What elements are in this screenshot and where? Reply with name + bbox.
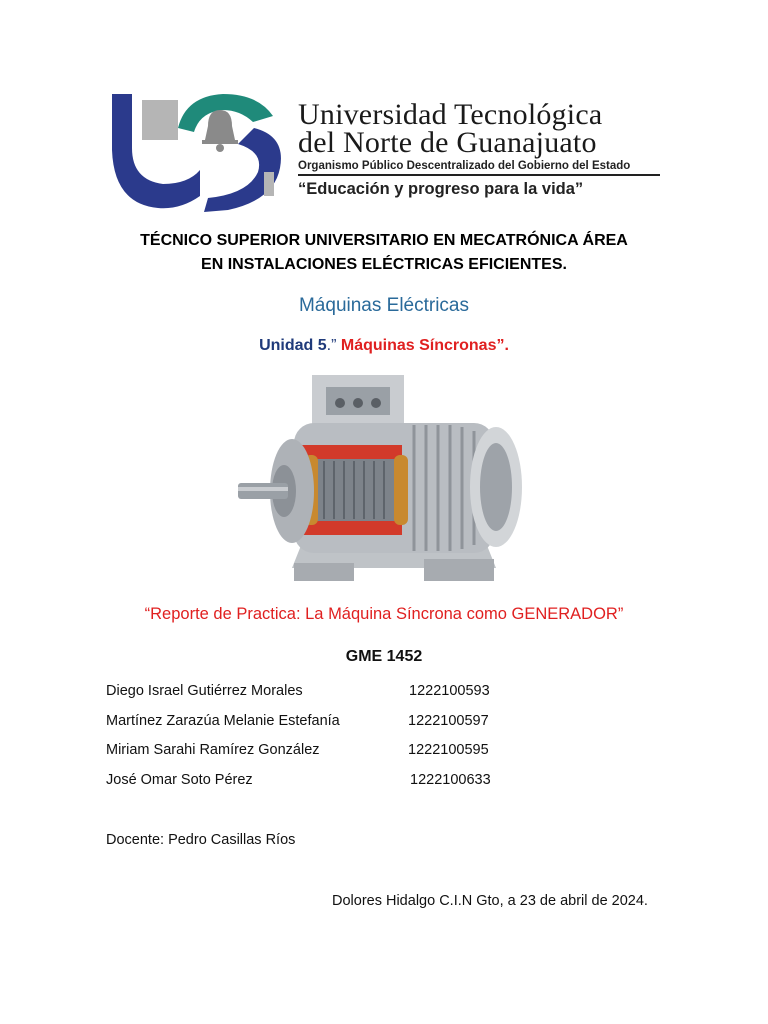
university-motto: “Educación y progreso para la vida” xyxy=(298,180,584,198)
university-header xyxy=(108,88,668,218)
subject-title: Máquinas Eléctricas xyxy=(298,295,470,316)
member-name: Diego Israel Gutiérrez Morales xyxy=(106,683,303,699)
member-id: 1222100597 xyxy=(408,713,489,729)
member-name: Martínez Zarazúa Melanie Estefanía xyxy=(106,713,340,729)
place-date: Dolores Hidalgo C.I.N Gto, a 23 de abril de 2024. xyxy=(332,893,648,909)
university-name-line2: del Norte de Guanajuato xyxy=(298,126,597,159)
unit-prefix: Unidad 5 xyxy=(259,337,327,354)
header-divider xyxy=(298,174,660,176)
program-title-line2: EN INSTALACIONES ELÉCTRICAS EFICIENTES. xyxy=(201,256,567,273)
member-id: 1222100595 xyxy=(408,742,489,758)
motor-image xyxy=(234,363,534,593)
report-title: “Reporte de Practica: La Máquina Síncrona como GENERADOR” xyxy=(144,605,624,623)
teacher-name: Docente: Pedro Casillas Ríos xyxy=(106,832,296,848)
unit-connector: .” xyxy=(326,337,337,354)
member-id: 1222100633 xyxy=(410,772,491,788)
unit-name: Máquinas Síncronas”. xyxy=(336,337,509,354)
member-name: Miriam Sarahi Ramírez González xyxy=(106,742,320,758)
member-id: 1222100593 xyxy=(409,683,490,699)
group-code: GME 1452 xyxy=(345,648,423,665)
unit-title xyxy=(40,337,728,355)
program-title-line1: TÉCNICO SUPERIOR UNIVERSITARIO EN MECATRÓNICA ÁREA xyxy=(140,232,628,249)
university-name-line1: Universidad Tecnológica xyxy=(298,98,603,131)
electric-motor-icon xyxy=(234,363,534,593)
member-name: José Omar Soto Pérez xyxy=(106,772,253,788)
utng-logo-icon xyxy=(108,88,293,218)
university-organism: Organismo Público Descentralizado del Gobierno del Estado xyxy=(298,160,631,172)
